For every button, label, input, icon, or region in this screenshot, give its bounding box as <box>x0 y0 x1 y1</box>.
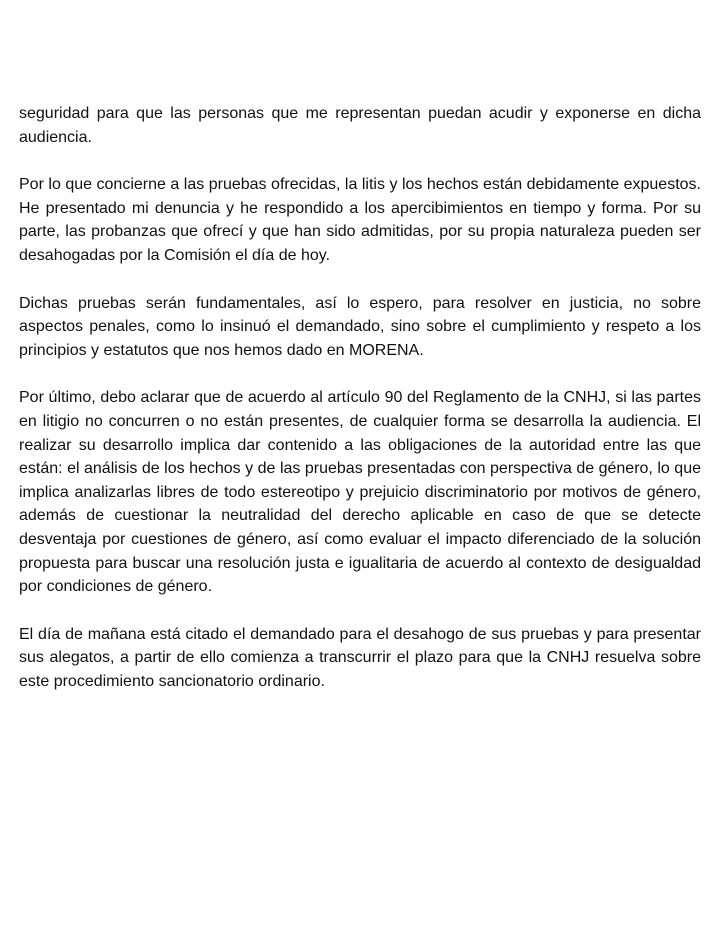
paragraph-evidence-importance: Dichas pruebas serán fundamentales, así lo espero, para resolver en justicia, no sobre aspectos penales, como lo insinuó el demandado, sino sobre el cumplimiento y respeto a los principios y estatutos que nos hemos dado en MORENA. <box>19 294 701 359</box>
paragraph-evidence-offered: Por lo que concierne a las pruebas ofrecidas, la litis y los hechos están debidamente expuestos. He presentado mi denuncia y he respondido a los apercibimientos en tiempo y forma. Por su parte, las probanzas que ofrecí y que han sido admitidas, por su propia naturaleza pueden ser desahogadas por la Comisión el día de hoy. <box>19 176 701 264</box>
paragraph-security-hearing: seguridad para que las personas que me representan puedan acudir y exponerse en dicha audiencia. <box>19 105 701 146</box>
document-body <box>19 102 701 717</box>
paragraph-article-90: Por último, debo aclarar que de acuerdo al artículo 90 del Reglamento de la CNHJ, si las partes en litigio no concurren o no están presentes, de cualquier forma se desarrolla la audiencia. El realizar su desarrollo implica dar contenido a las obligaciones de la autoridad entre las que están: el análisis de los hechos y de las pruebas presentadas con perspectiva de género, lo que implica analizarlas libres de todo estereotipo y prejuicio discriminatorio por motivos de género, además de cuestionar la neutralidad del derecho aplicable en caso de que se detecte desventaja por cuestiones de género, así como evaluar el impacto diferenciado de la solución propuesta para buscar una resolución justa e igualitaria de acuerdo al contexto de desigualdad por condiciones de género. <box>19 389 701 596</box>
paragraph-tomorrow-hearing: El día de mañana está citado el demandado para el desahogo de sus pruebas y para presentar sus alegatos, a partir de ello comienza a transcurrir el plazo para que la CNHJ resuelva sobre este procedimiento sancionatorio ordinario. <box>19 625 701 690</box>
